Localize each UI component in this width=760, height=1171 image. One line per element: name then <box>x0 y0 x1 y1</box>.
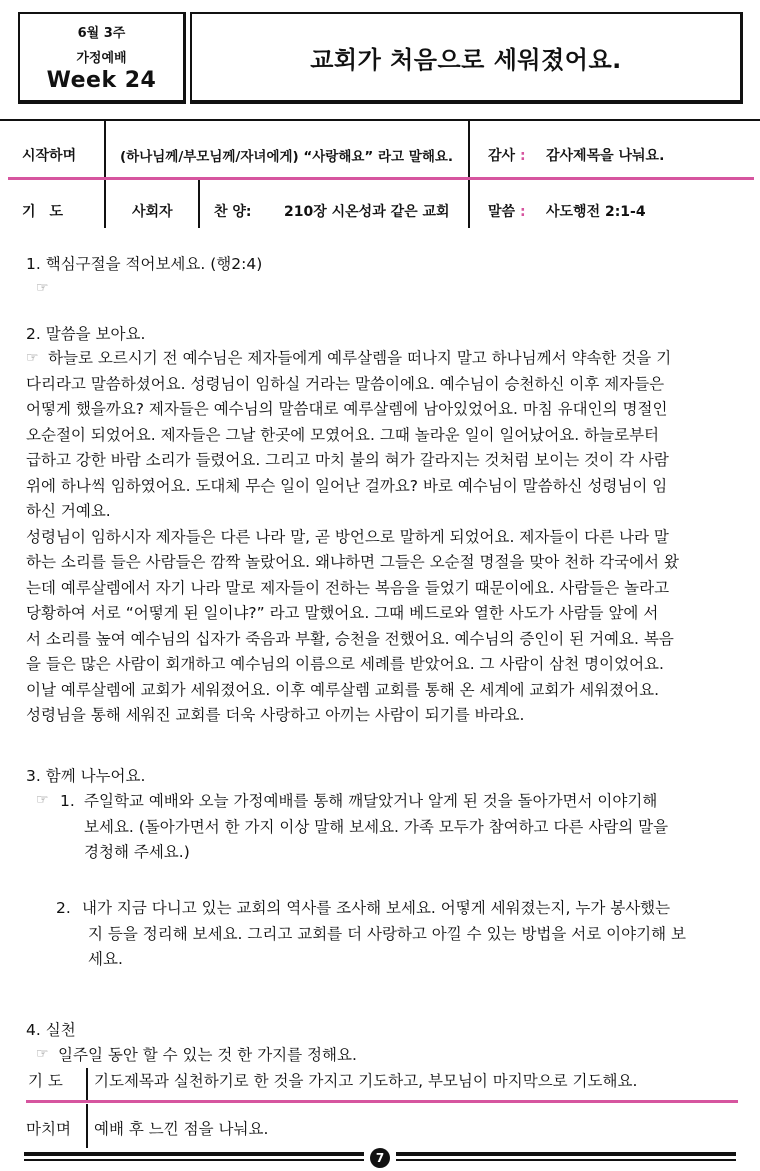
closing-rule <box>26 1100 738 1103</box>
row1-content: (하나님께/부모님께/자녀에게) “사랑해요” 라고 말해요. <box>120 149 454 165</box>
row2-label: 기 도 <box>22 204 64 220</box>
footer-bar-left-top <box>24 1152 364 1156</box>
s2-line: 당황하여 서로 “어떻게 된 일이냐?” 라고 말했어요. 그때 베드로와 열한 사도가 사람들 앞에 서 <box>26 604 659 622</box>
s2-line: 서 소리를 높여 예수님의 십자가 죽음과 부활, 승천을 전했어요. 예수님의 증인이 된 거예요. 복음 <box>26 629 674 648</box>
pointing-hand-icon: ☞ <box>26 350 39 366</box>
s2-line: 급하고 강한 바람 소리가 들렸어요. 그리고 마치 불의 혀가 갈라지는 것처럼 보이는 것이 각 사람 <box>26 451 669 469</box>
week-label: Week 24 <box>46 68 157 93</box>
week-line1: 6월 3주 <box>77 26 126 41</box>
s2-line: 위에 하나씩 임하였어요. 도대체 무슨 일이 일어난 걸까요? 바로 예수님이 말씀하신 성령님이 임 <box>26 476 668 495</box>
row1-label: 시작하며 <box>22 148 77 164</box>
title-box <box>190 12 743 104</box>
hymn-content: 210장 시온성과 같은 교회 <box>284 204 450 220</box>
table-top-rule <box>0 119 760 121</box>
word-label <box>488 201 526 221</box>
s2-line: 어떻게 했을까요? 제자들은 예수님의 말씀대로 예루살렘에 남아있었어요. 마침 유대인의 명절인 <box>26 400 668 418</box>
pointing-hand-icon: ☞ <box>36 792 49 808</box>
s3-item1-num: 1. <box>60 792 75 810</box>
s2-line: 다리라고 말씀하셨어요. 성령님이 임하실 거라는 말씀이에요. 예수님이 승천하신 이후 제자들은 <box>26 374 665 393</box>
row1-divider-2 <box>468 120 470 178</box>
thanks-label <box>488 145 526 165</box>
footer-bar-left-bottom <box>24 1159 364 1161</box>
week-line2: 가정예배 <box>76 51 127 66</box>
leader-label: 사회자 <box>132 204 173 220</box>
s3-item1-line: 주일학교 예배와 오늘 가정예배를 통해 깨달았거나 알게 된 것을 돌아가면서 이야기해 <box>84 792 658 810</box>
s2-line: 성령님을 통해 세워진 교회를 더욱 사랑하고 아끼는 사람이 되기를 바라요. <box>26 706 525 724</box>
section3-title: 3. 함께 나누어요. <box>26 767 146 785</box>
s2-line: 오순절이 되었어요. 제자들은 그날 한곳에 모였어요. 그때 놀라운 일이 일어났어요. 하늘로부터 <box>26 425 660 444</box>
week-box <box>18 12 186 104</box>
s2-line: 을 들은 많은 사람이 회개하고 예수님의 이름으로 세례를 받았어요. 그 사람이 삼천 명이었어요. <box>26 655 664 673</box>
word-content: 사도행전 2:1-4 <box>546 204 646 220</box>
thanks-colon: : <box>519 148 526 164</box>
s3-item1-line: 보세요. (돌아가면서 한 가지 이상 말해 보세요. 가족 모두가 참여하고 다른 사람의 말을 <box>84 817 669 836</box>
s3-item1-line: 경청해 주세요.) <box>84 843 190 861</box>
pray-label: 기 도 <box>28 1072 63 1090</box>
section4-title: 4. 실천 <box>26 1021 76 1039</box>
thanks-content: 감사제목을 나눠요. <box>546 148 665 164</box>
s2-line: 하늘로 오르시기 전 예수님은 제자들에게 예루살렘을 떠나지 말고 하나님께서 약속한 것을 기 <box>48 349 672 367</box>
s3-item1 <box>84 789 668 866</box>
footer-bar-right-top <box>396 1152 736 1156</box>
word-colon: : <box>519 204 526 220</box>
s2-line: 이날 예루살렘에 교회가 세워졌어요. 이후 예루살렘 교회를 통해 온 세계에 교회가 세워졌어요. <box>26 680 660 699</box>
page-number-text: 7 <box>375 1151 385 1165</box>
s3-item2-line: 세요. <box>88 950 123 968</box>
end-content: 예배 후 느낀 점을 나눠요. <box>94 1120 269 1138</box>
s2-line: 하는 소리를 들은 사람들은 깜짝 놀랐어요. 왜냐하면 그들은 오순절 명절을 맞아 천하 각국에서 왔 <box>26 553 679 571</box>
s3-item2 <box>82 896 686 973</box>
s3-item2-num: 2. <box>56 899 71 917</box>
thanks-label-text: 감사 <box>488 148 516 164</box>
row2-divider-2 <box>198 180 200 228</box>
s3-item2-line: 내가 지금 다니고 있는 교회의 역사를 조사해 보세요. 어떻게 세워졌는지, 누가 봉사했는 <box>82 899 671 917</box>
row1-divider-1 <box>104 120 106 178</box>
pray-content: 기도제목과 실천하기로 한 것을 가지고 기도하고, 부모님이 마지막으로 기도해요. <box>94 1072 638 1090</box>
page-number <box>370 1148 390 1168</box>
end-label: 마치며 <box>26 1120 71 1138</box>
s2-line: 성령님이 임하시자 제자들은 다른 나라 말, 곧 방언으로 말하게 되었어요. 제자들이 다른 나라 말 <box>26 527 669 546</box>
s4-line: 일주일 동안 할 수 있는 것 한 가지를 정해요. <box>58 1046 357 1064</box>
section1-title: 1. 핵심구절을 적어보세요. (행2:4) <box>26 255 263 273</box>
row2-divider-1 <box>104 180 106 228</box>
section2-title: 2. 말씀을 보아요. <box>26 325 146 343</box>
footer-bar-right-bottom <box>396 1159 736 1161</box>
section2-body <box>26 346 679 729</box>
table-mid-rule <box>8 177 754 180</box>
hymn-label: 찬 양: <box>214 204 252 220</box>
row2-divider-3 <box>468 180 470 228</box>
end-divider <box>86 1104 88 1148</box>
word-label-text: 말씀 <box>488 204 516 220</box>
pray-divider <box>86 1068 88 1100</box>
s2-line: 는데 예루살렘에서 자기 나라 말로 제자들이 전하는 복음을 들었기 때문이에요. 사람들은 놀라고 <box>26 578 670 597</box>
s3-item2-line: 지 등을 정리해 보세요. 그리고 교회를 더 사랑하고 아낄 수 있는 방법을 서로 이야기해 보 <box>88 924 686 943</box>
pointing-hand-icon: ☞ <box>36 1046 49 1062</box>
page-title: 교회가 처음으로 세워졌어요. <box>310 45 622 74</box>
s2-line: 하신 거예요. <box>26 502 111 520</box>
pointing-hand-icon: ☞ <box>36 280 49 296</box>
